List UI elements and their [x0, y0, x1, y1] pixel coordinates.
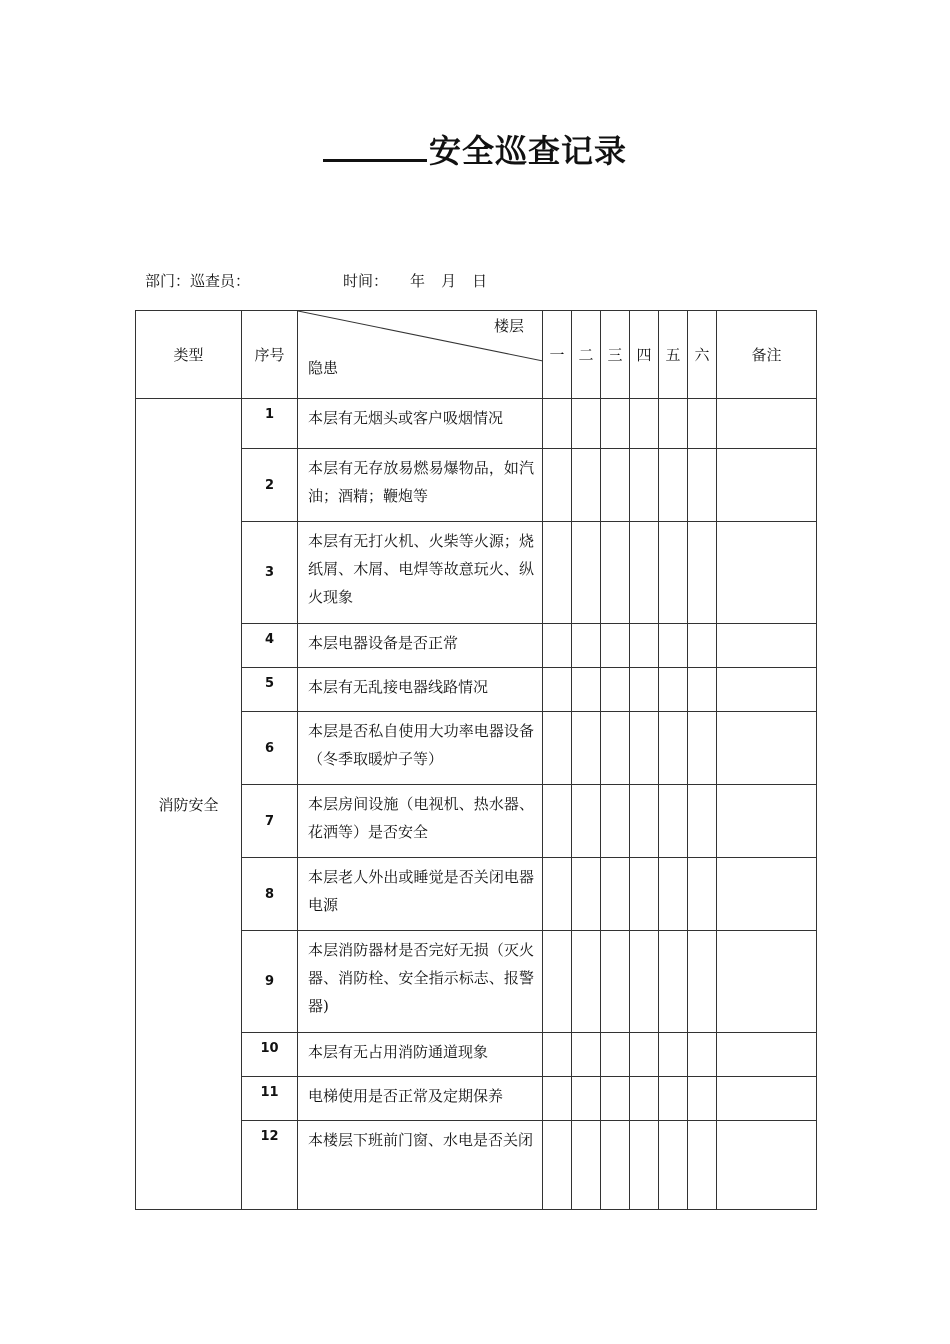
- header-floor-1: 一: [543, 311, 572, 399]
- remarks-cell[interactable]: [717, 858, 817, 931]
- hazard-description: 本层有无占用消防通道现象: [298, 1033, 543, 1077]
- header-floor-4: 四: [630, 311, 659, 399]
- floor-check-cell[interactable]: [601, 1077, 630, 1121]
- remarks-cell[interactable]: [717, 1033, 817, 1077]
- page-title: [0, 126, 950, 172]
- header-floor: 楼层: [493, 317, 524, 335]
- floor-check-cell[interactable]: [572, 1077, 601, 1121]
- remarks-cell[interactable]: [717, 931, 817, 1033]
- floor-check-cell[interactable]: [688, 785, 717, 858]
- floor-check-cell[interactable]: [572, 858, 601, 931]
- seq-cell: 8: [242, 858, 298, 931]
- remarks-cell[interactable]: [717, 399, 817, 449]
- floor-check-cell[interactable]: [572, 931, 601, 1033]
- floor-check-cell[interactable]: [543, 931, 572, 1033]
- floor-check-cell[interactable]: [630, 1033, 659, 1077]
- floor-check-cell[interactable]: [572, 1033, 601, 1077]
- header-floor-5: 五: [659, 311, 688, 399]
- floor-check-cell[interactable]: [543, 1121, 572, 1210]
- seq-cell: 1: [242, 399, 298, 449]
- seq-cell: 6: [242, 712, 298, 785]
- floor-check-cell[interactable]: [688, 712, 717, 785]
- floor-check-cell[interactable]: [630, 668, 659, 712]
- hazard-description: 本层房间设施（电视机、热水器、花洒等）是否安全: [298, 785, 543, 858]
- seq-cell: 4: [242, 624, 298, 668]
- floor-check-cell[interactable]: [630, 931, 659, 1033]
- floor-check-cell[interactable]: [572, 712, 601, 785]
- hazard-description: 本层电器设备是否正常: [298, 624, 543, 668]
- hazard-description: 本楼层下班前门窗、水电是否关闭: [298, 1121, 543, 1210]
- floor-check-cell[interactable]: [601, 522, 630, 624]
- floor-check-cell[interactable]: [543, 1033, 572, 1077]
- floor-check-cell[interactable]: [659, 522, 688, 624]
- category-cell: 消防安全: [136, 399, 242, 1210]
- floor-check-cell[interactable]: [630, 399, 659, 449]
- floor-check-cell[interactable]: [630, 858, 659, 931]
- floor-check-cell[interactable]: [659, 1033, 688, 1077]
- header-row: [136, 311, 817, 399]
- floor-check-cell[interactable]: [630, 785, 659, 858]
- floor-check-cell[interactable]: [601, 785, 630, 858]
- floor-check-cell[interactable]: [630, 624, 659, 668]
- floor-check-cell[interactable]: [659, 931, 688, 1033]
- floor-check-cell[interactable]: [688, 931, 717, 1033]
- floor-check-cell[interactable]: [630, 712, 659, 785]
- floor-check-cell[interactable]: [659, 668, 688, 712]
- floor-check-cell[interactable]: [601, 931, 630, 1033]
- floor-check-cell[interactable]: [688, 399, 717, 449]
- table-row: [136, 399, 817, 449]
- floor-check-cell[interactable]: [572, 785, 601, 858]
- seq-cell: 7: [242, 785, 298, 858]
- header-remarks: 备注: [717, 311, 817, 399]
- header-type: 类型: [136, 311, 242, 399]
- hazard-description: 本层老人外出或睡觉是否关闭电器电源: [298, 858, 543, 931]
- floor-check-cell[interactable]: [688, 449, 717, 522]
- year-label: 年: [410, 272, 426, 290]
- floor-check-cell[interactable]: [601, 858, 630, 931]
- title-text: 安全巡查记录: [428, 132, 627, 170]
- inspection-table: [135, 310, 817, 1210]
- floor-check-cell[interactable]: [659, 449, 688, 522]
- floor-check-cell[interactable]: [543, 399, 572, 449]
- floor-check-cell[interactable]: [659, 1121, 688, 1210]
- floor-check-cell[interactable]: [543, 668, 572, 712]
- floor-check-cell[interactable]: [630, 449, 659, 522]
- hazard-description: 本层有无烟头或客户吸烟情况: [298, 399, 543, 449]
- remarks-cell[interactable]: [717, 522, 817, 624]
- floor-check-cell[interactable]: [659, 858, 688, 931]
- hazard-description: 本层是否私自使用大功率电器设备（冬季取暖炉子等）: [298, 712, 543, 785]
- header-seq: 序号: [242, 311, 298, 399]
- seq-cell: 2: [242, 449, 298, 522]
- day-label: 日: [472, 272, 488, 290]
- floor-check-cell[interactable]: [572, 449, 601, 522]
- floor-check-cell[interactable]: [688, 1121, 717, 1210]
- header-floor-6: 六: [688, 311, 717, 399]
- floor-check-cell[interactable]: [688, 1033, 717, 1077]
- floor-check-cell[interactable]: [630, 1077, 659, 1121]
- floor-check-cell[interactable]: [659, 785, 688, 858]
- floor-check-cell[interactable]: [688, 522, 717, 624]
- seq-cell: 11: [242, 1077, 298, 1121]
- remarks-cell[interactable]: [717, 668, 817, 712]
- seq-cell: 5: [242, 668, 298, 712]
- floor-check-cell[interactable]: [572, 399, 601, 449]
- floor-check-cell[interactable]: [659, 1077, 688, 1121]
- floor-check-cell[interactable]: [572, 522, 601, 624]
- month-label: 月: [441, 272, 457, 290]
- floor-check-cell[interactable]: [601, 1033, 630, 1077]
- remarks-cell[interactable]: [717, 449, 817, 522]
- hazard-description: 电梯使用是否正常及定期保养: [298, 1077, 543, 1121]
- floor-check-cell[interactable]: [572, 1121, 601, 1210]
- floor-check-cell[interactable]: [601, 399, 630, 449]
- floor-check-cell[interactable]: [543, 785, 572, 858]
- remarks-cell[interactable]: [717, 1077, 817, 1121]
- remarks-cell[interactable]: [717, 712, 817, 785]
- remarks-cell[interactable]: [717, 624, 817, 668]
- floor-check-cell[interactable]: [688, 858, 717, 931]
- hazard-description: 本层有无存放易燃易爆物品，如汽油；酒精；鞭炮等: [298, 449, 543, 522]
- floor-check-cell[interactable]: [630, 1121, 659, 1210]
- floor-check-cell[interactable]: [543, 858, 572, 931]
- floor-check-cell[interactable]: [601, 624, 630, 668]
- seq-cell: 3: [242, 522, 298, 624]
- header-diagonal-cell: [298, 311, 543, 399]
- floor-check-cell[interactable]: [601, 449, 630, 522]
- floor-check-cell[interactable]: [601, 1121, 630, 1210]
- header-hazard: 隐患: [308, 359, 339, 377]
- remarks-cell[interactable]: [717, 785, 817, 858]
- remarks-cell[interactable]: [717, 1121, 817, 1210]
- floor-check-cell[interactable]: [659, 399, 688, 449]
- seq-cell: 10: [242, 1033, 298, 1077]
- floor-check-cell[interactable]: [543, 449, 572, 522]
- floor-check-cell[interactable]: [572, 624, 601, 668]
- floor-check-cell[interactable]: [601, 668, 630, 712]
- seq-cell: 9: [242, 931, 298, 1033]
- floor-check-cell[interactable]: [572, 668, 601, 712]
- hazard-description: 本层消防器材是否完好无损（灭火器、消防栓、安全指示标志、报警器): [298, 931, 543, 1033]
- inspector-label: 巡查员：: [190, 272, 251, 290]
- floor-check-cell[interactable]: [543, 712, 572, 785]
- floor-check-cell[interactable]: [659, 624, 688, 668]
- seq-cell: 12: [242, 1121, 298, 1210]
- time-label: 时间：: [343, 272, 389, 290]
- header-floor-2: 二: [572, 311, 601, 399]
- floor-check-cell[interactable]: [688, 624, 717, 668]
- floor-check-cell[interactable]: [543, 624, 572, 668]
- form-meta: [145, 270, 487, 291]
- department-label: 部门：: [145, 272, 191, 290]
- title-blank-line: [323, 131, 427, 162]
- floor-check-cell[interactable]: [630, 522, 659, 624]
- hazard-description: 本层有无打火机、火柴等火源；烧纸屑、木屑、电焊等故意玩火、纵火现象: [298, 522, 543, 624]
- header-floor-3: 三: [601, 311, 630, 399]
- floor-check-cell[interactable]: [601, 712, 630, 785]
- floor-check-cell[interactable]: [543, 522, 572, 624]
- floor-check-cell[interactable]: [688, 668, 717, 712]
- floor-check-cell[interactable]: [659, 712, 688, 785]
- hazard-description: 本层有无乱接电器线路情况: [298, 668, 543, 712]
- floor-check-cell[interactable]: [688, 1077, 717, 1121]
- floor-check-cell[interactable]: [543, 1077, 572, 1121]
